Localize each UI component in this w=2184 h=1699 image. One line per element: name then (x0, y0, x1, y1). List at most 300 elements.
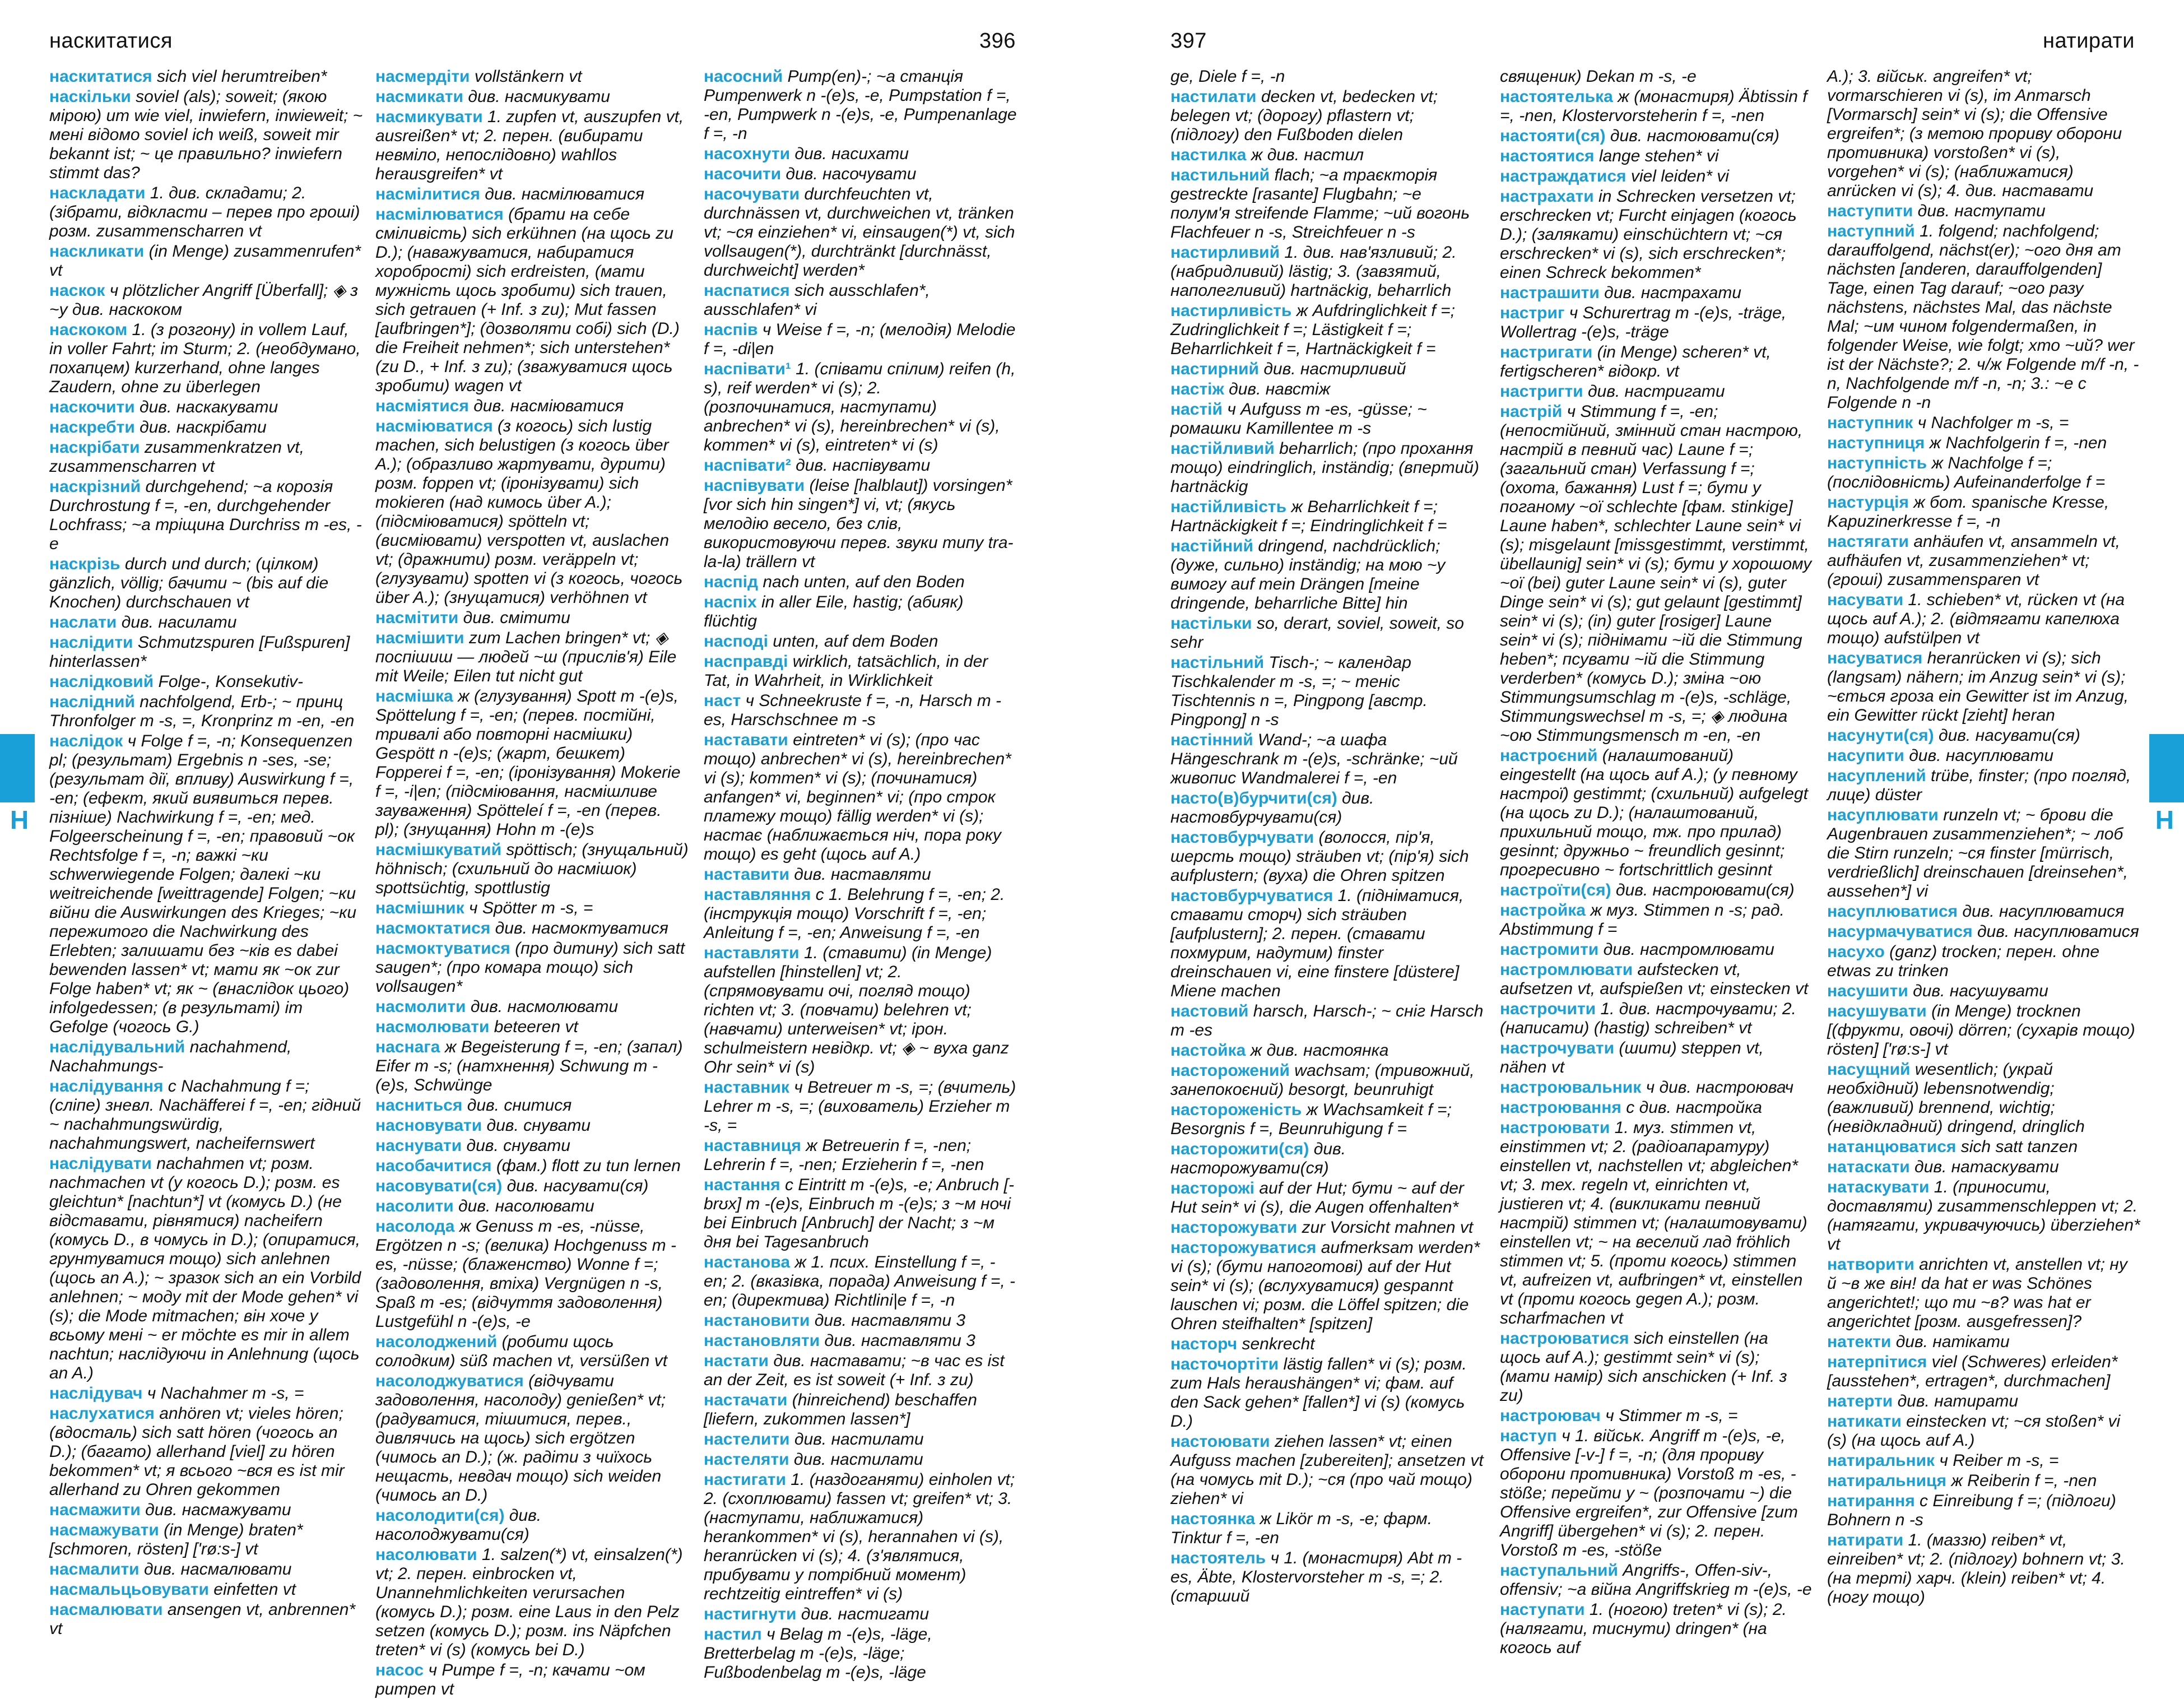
left-guide-word: наскитатися (49, 29, 173, 53)
dictionary-entry (49, 1154, 363, 1383)
entry-headword: настроювальник (1500, 1078, 1642, 1097)
dictionary-entry (1827, 982, 2141, 1001)
dictionary-entry (375, 939, 689, 996)
dictionary-entry (49, 672, 363, 691)
dictionary-entry (1500, 147, 1814, 166)
entry-headword: насмикати (375, 87, 463, 106)
entry-definition: ч Nachahmer m -s, = (147, 1384, 304, 1403)
dictionary-entry (49, 613, 363, 632)
entry-headword: настройка (1500, 901, 1586, 920)
dictionary-entry (1827, 746, 2141, 765)
entry-definition: Angriffs-, Offen-siv-, offensiv; ~а війна Angriffskrieg m -(e)s, -e (1500, 1561, 1812, 1599)
dictionary-entry (1500, 402, 1814, 745)
entry-definition: (волосся, пір'я, шерсть тощо) sträuben vt; (пір'я) sich aufplustern; (вуха) die Ohren spitzen (1170, 828, 1469, 885)
dictionary-entry (1827, 1451, 2141, 1470)
left-page (0, 0, 1092, 1698)
dictionary-entry (375, 87, 689, 106)
dictionary-entry (375, 997, 689, 1016)
dictionary-entry (1500, 1118, 1814, 1328)
entry-definition: 1. (співати спілим) reifen (h, s), reif werden* vi (s); 2. (розпочинатися, наступати) anbrechen* vi (s), hereinbrechen* vi (s), kommen* vi (s), eintreten* vi (s) (704, 360, 1016, 454)
entry-headword: наскрізний (49, 477, 141, 496)
entry-headword: насосний (704, 67, 783, 86)
left-column-1 (49, 67, 363, 1638)
dictionary-entry (1170, 1238, 1484, 1334)
entry-definition: див. настилати (793, 1450, 923, 1469)
entry-headword: настягати (1827, 532, 1909, 551)
dictionary-entry (1827, 1492, 2141, 1530)
entry-definition: 1. salzen(*) vt, einsalzen(*) vt; 2. перен. einbrocken vt, Unannehmlichkeiten verursachen (комусь D.); розм. eine Laus in den Pelz setzen (комусь D.); розм. ins Näpfchen treten* vi (s) (комусь bei D.) (375, 1545, 683, 1659)
entry-definition: див. насихати (794, 145, 909, 163)
entry-definition: див. натікати (1895, 1333, 2010, 1351)
entry-definition: див. насочувати (786, 165, 917, 183)
entry-headword: наступ (1500, 1427, 1557, 1445)
entry-headword: насмішкуватий (375, 841, 502, 859)
entry-definition: с див. настройка (1626, 1098, 1762, 1117)
entry-definition: Folge-, Konsekutiv- (158, 672, 303, 691)
entry-definition: ж Wachsamkeit f =; Besorgnis f =, Beunruhigung f = (1170, 1101, 1452, 1138)
entry-headword: насторч (1170, 1335, 1238, 1353)
entry-definition: с Eintritt m -(e)s, -e; Anbruch [-brʊx] m -(e)s, Einbruch m -(e)s; з ~м ночі bei Einbruch [Anbruch] der Nacht; з ~м дня bei Tagesanbruch (704, 1176, 1014, 1251)
dictionary-entry (1170, 380, 1484, 399)
entry-definition: ч Schneekruste f =, -n, Harsch m -es, Harschschnee m -s (704, 691, 1002, 729)
entry-headword: наслідний (49, 693, 135, 711)
dictionary-entry (704, 1253, 1017, 1310)
entry-definition: aufstecken vt, aufsetzen vt, aufspießen vt; einstecken vt (1500, 960, 1809, 998)
entry-headword: настороженість (1170, 1101, 1302, 1119)
dictionary-entry (704, 165, 1017, 184)
entry-headword: настоювати (1170, 1432, 1270, 1451)
entry-definition: див. насушувати (1913, 982, 2048, 1000)
entry-headword: наслідувати (49, 1154, 152, 1173)
dictionary-entry (1170, 166, 1484, 242)
dictionary-entry (1170, 1140, 1484, 1178)
entry-headword: насторожуватися (1170, 1238, 1317, 1257)
entry-definition: zur Vorsicht mahnen vt (1302, 1218, 1474, 1237)
entry-definition: ж Likör m -s, -e; фарм. Tinktur f =, -en (1170, 1510, 1433, 1547)
entry-definition: eintreten* vi (s); (про час тощо) anbrechen* vi (s), hereinbrechen* vi (s); kommen* vi (s); (починатися) anfangen* vi, beginnen* vi; (про строк платежу тощо) fällig werden* vi (s); настає (наближається ніч, пора року тощо) es geht (щось auf A.) (704, 731, 1011, 864)
entry-definition: див. снитися (467, 1096, 572, 1115)
dictionary-entry (1500, 1406, 1814, 1426)
dictionary-entry (704, 944, 1017, 1077)
dictionary-entry (49, 555, 363, 612)
dictionary-entry (375, 1157, 689, 1176)
entry-headword: наснувати (375, 1136, 462, 1155)
entry-definition: ч Stimmer m -s, = (1605, 1406, 1738, 1425)
dictionary-entry (1827, 1353, 2141, 1391)
dictionary-entry (49, 87, 363, 183)
entry-headword: наслухатися (49, 1404, 155, 1423)
entry-headword: наспів (704, 321, 758, 339)
entry-definition: див. снувати (486, 1116, 591, 1135)
entry-definition: ж див. настил (1251, 146, 1364, 164)
entry-headword: настовбурчуватися (1170, 886, 1333, 905)
dictionary-entry (1827, 767, 2141, 805)
dictionary-entry (49, 732, 363, 1037)
entry-headword: настання (704, 1176, 780, 1194)
dictionary-entry (1827, 726, 2141, 745)
entry-headword: натиральник (1827, 1451, 1935, 1470)
dictionary-entry (704, 691, 1017, 730)
entry-definition: einstecken vt; ~ся stoßen* vi (s) (на щось auf A.) (1827, 1412, 2121, 1450)
dictionary-entry (1827, 649, 2141, 725)
entry-definition: ж 1. псих. Einstellung f =, -en; 2. (вказівка, порада) Anweisung f =, -en; (директива) Richtlini|e f =, -n (704, 1253, 1016, 1310)
entry-definition: див. смітити (463, 609, 570, 627)
entry-definition: Schmutzspuren [Fußspuren] hinterlassen* (49, 633, 350, 671)
dictionary-entry (1170, 828, 1484, 885)
entry-definition: див. наскрібати (140, 418, 267, 437)
entry-definition: див. насуплюватися (1977, 922, 2139, 941)
dictionary-entry (1827, 434, 2141, 453)
dictionary-entry (704, 321, 1017, 359)
entry-headword: настрочити (1500, 1000, 1596, 1018)
entry-headword: насподі (704, 632, 768, 651)
entry-headword: настовбурчувати (1170, 828, 1314, 847)
entry-definition: ж Aufdringlichkeit f =; Zudringlichkeit f =; Lästigkeit f =; Beharrlichkeit f =, Hartnäckigkeit f = (1170, 301, 1455, 358)
entry-definition: 1. (з розгону) in vollem Lauf, in voller Fahrt; im Sturm; 2. (необдумано, похапцем) kurzerhand, ohne langes Zaudern, ohne zu überlegen (49, 321, 361, 396)
dictionary-entry (49, 1038, 363, 1076)
dictionary-entry (1170, 731, 1484, 788)
entry-headword: насмажувати (49, 1521, 159, 1539)
thumb-index-tab-left (0, 734, 35, 802)
dictionary-entry (375, 67, 689, 86)
entry-headword: настромлювати (1500, 960, 1633, 979)
entry-definition: lange stehen* vi (1598, 147, 1719, 165)
dictionary-entry (49, 242, 363, 280)
entry-headword: насміятися (375, 397, 469, 415)
entry-definition: див. натаскувати (1915, 1158, 2059, 1176)
entry-definition: див. насмикувати (468, 87, 610, 106)
dictionary-entry (704, 1136, 1017, 1175)
entry-definition: 1. schieben* vt, rücken vt (на щось auf A.); 2. (відтягати капелюха тощо) aufstülpen vt (1827, 591, 2125, 647)
entry-headword: насмілюватися (375, 205, 504, 224)
entry-definition: ч 1. (монастиря) Abt m -es, Äbte, Klostervorsteher m -s, =; 2. (старший (1170, 1549, 1462, 1605)
entry-definition: ж бот. spanische Kresse, Kapuzinerkresse f =, -n (1827, 493, 2109, 531)
dictionary-entry (49, 67, 363, 86)
dictionary-entry (704, 145, 1017, 164)
entry-definition: zum Lachen bringen* vt; ◈ поспішиш — людей ~ш (прислів'я) Eile mit Weile; Eilen tut nicht gut (375, 629, 677, 685)
entry-headword: настрашити (1500, 284, 1600, 302)
entry-definition: див. навстіж (1229, 380, 1331, 398)
dictionary-entry (1500, 1600, 1814, 1658)
entry-headword: настояти(ся) (1500, 127, 1606, 145)
entry-headword: наскитатися (49, 67, 152, 86)
entry-definition: auf der Hut; бути ~ auf der Hut sein* vi (s), die Augen offenhalten* (1170, 1179, 1464, 1217)
entry-headword: настільний (1170, 653, 1265, 672)
entry-headword: насмітити (375, 609, 459, 627)
dictionary-entry (1170, 537, 1484, 613)
entry-headword: натворити (1827, 1255, 1915, 1274)
entry-definition: див. насмілюватися (485, 185, 645, 203)
entry-headword: настирливий (1170, 243, 1280, 262)
entry-definition: ч Reiber m -s, = (1939, 1451, 2059, 1470)
entry-headword: насмажити (49, 1501, 141, 1519)
dictionary-entry (49, 1600, 363, 1638)
entry-definition: nachahmend, Nachahmungs- (49, 1038, 292, 1075)
entry-definition: див. наступати (1917, 202, 2046, 220)
entry-headword: наставляти (704, 944, 800, 962)
dictionary-entry (704, 885, 1017, 943)
entry-definition: 1. folgend; nachfolgend; darauffolgend, nächst(er); ~ого дня am nächsten [anderen, darauffolgenden] Tage, einen Tag darauf; ~ого разу nächstens, nächstes Mal, das nächste Mal; ~им чином folgendermaßen, in folgender Weise, wie folgt; хто ~ий? wer ist der Nächste?; 2. ч/ж Folgende m/f -n, -n, Nachfolgende m/f -n, -n; 3.: ~е с Folgende n -n (1827, 222, 2139, 412)
entry-definition: див. насторожувати(ся) (1170, 1140, 1346, 1177)
dictionary-entry (1827, 1412, 2141, 1450)
entry-headword: настромити (1500, 940, 1599, 959)
dictionary-entry (1170, 146, 1484, 165)
dictionary-entry (1827, 202, 2141, 221)
dictionary-entry (1500, 1561, 1814, 1599)
entry-definition: einfetten vt (213, 1580, 296, 1599)
dictionary-entry (1500, 1329, 1814, 1405)
entry-definition: (in Menge) braten* [schmoren, rösten] ['rø:s-] vt (49, 1521, 303, 1558)
dictionary-entry (1500, 901, 1814, 939)
dictionary-entry (375, 397, 689, 416)
entry-headword: насточортіти (1170, 1355, 1279, 1373)
entry-headword: настоянка (1170, 1510, 1256, 1528)
dictionary-entry (1500, 1039, 1814, 1077)
entry-definition: lästig fallen* vi (s); розм. zum Hals heraushängen* vi; фам. auf den Sack gehen* [fallen*] vi (s) (комусь D.) (1170, 1355, 1467, 1431)
dictionary-entry (1170, 67, 1484, 86)
entry-headword: натаскувати (1827, 1178, 1930, 1196)
entry-definition: Pump(en)-; ~а станція Pumpenwerk n -(e)s, -e, Pumpstation f =, -en, Pumpwerk n -(e)s, -e, Pumpenanlage f =, -n (704, 67, 1017, 143)
entry-headword: наспід (704, 573, 758, 591)
entry-headword: настоятися (1500, 147, 1595, 165)
entry-definition: див. наставати; ~в час es ist an der Zeit, es ist soweit (+ Inf. з zu) (704, 1352, 1005, 1389)
entry-definition: див. насилати (121, 613, 237, 632)
entry-headword: настилати (1170, 87, 1257, 106)
entry-definition: in Schrecken versetzen vt; erschrecken vt; Furcht einjagen (когось D.); (залякати) einschüchtern vt; ~ся erschrecken* vi (s), sich erschrecken*; einen Schreck bekommen* (1500, 187, 1797, 282)
entry-definition: див. настилати (794, 1430, 924, 1449)
entry-headword: наспатися (704, 281, 790, 300)
entry-definition: ч див. настроювач (1646, 1078, 1794, 1097)
entry-headword: наскликати (49, 242, 145, 261)
entry-definition: zusammenkratzen vt, zusammenscharren vt (49, 438, 304, 476)
entry-definition: viel leiden* vi (1630, 167, 1729, 185)
entry-definition: heranrücken vi (s); sich (langsam) nähern; im Anzug sein* vi (s); ~ється гроза ein Gewitter ist im Anzug, ein Gewitter rückt [zieht] heran (1827, 649, 2129, 725)
left-column-3 (704, 67, 1017, 1682)
entry-definition: див. настромлювати (1603, 940, 1774, 959)
dictionary-entry (704, 67, 1017, 143)
dictionary-entry (375, 1116, 689, 1135)
dictionary-entry (1170, 439, 1484, 496)
entry-headword: наслідувальний (49, 1038, 185, 1056)
entry-definition: soviel (als); soweit; (якою мірою) um wie viel, inwiefern, inwieweit; ~ мені відомо soviel ich weiß, soweit mir bekannt ist; ~ це правильно? inwiefern stimmt das? (49, 87, 363, 182)
entry-headword: настанова (704, 1253, 791, 1271)
dictionary-entry (704, 1352, 1017, 1390)
entry-headword: наспіх (704, 593, 757, 611)
entry-headword: насторожений (1170, 1061, 1290, 1080)
entry-headword: наснага (375, 1038, 440, 1056)
entry-headword: наставити (704, 865, 789, 884)
dictionary-entry (1827, 454, 2141, 492)
dictionary-entry (1170, 1002, 1484, 1040)
dictionary-entry (1500, 382, 1814, 401)
entry-headword: наскрізь (49, 555, 120, 573)
entry-definition: 1. zupfen vt, auszupfen vt, ausreißen* vt; 2. перен. (вибирати невміло, непослідовно) wahllos herausgreifen* vt (375, 108, 684, 183)
entry-definition: nachahmen vt; розм. nachmachen vt (у когось D.); розм. es gleichtun* [nachtun*] vt (комусь D.) (не відставати, рівнятися) nacheifern (комусь D., в чомусь in D.); (опиратися, грунтуватися тощо) sich anlehnen (щось an A.); ~ зразок sich an ein Vorbild anlehnen; ~ моду mit der Mode gehen* vi (s); die Mode mitmachen; він хоче у всьому мені ~ er möchte es mir in allem nachtun; наслідуючи in Anlehnung (щось an A.) (49, 1154, 361, 1382)
entry-definition: (шити) steppen vt, nähen vt (1500, 1039, 1764, 1076)
entry-headword: натерпітися (1827, 1353, 1927, 1371)
dictionary-entry (49, 1580, 363, 1599)
dictionary-entry (375, 609, 689, 628)
entry-definition: див. настрахати (1604, 284, 1741, 302)
dictionary-entry (1500, 127, 1814, 146)
dictionary-entry (1170, 243, 1484, 300)
dictionary-entry (1170, 1549, 1484, 1606)
entry-headword: настеляти (704, 1450, 789, 1469)
entry-definition: див. настовбурчувати(ся) (1170, 789, 1374, 827)
entry-headword: настійливість (1170, 498, 1287, 516)
dictionary-entry (704, 456, 1017, 475)
dictionary-entry (704, 476, 1017, 572)
entry-definition: с 1. Belehrung f =, -en; 2. (інструкція тощо) Vorschrift f =, -en; Anleitung f =, -en; Anweisung f =, -en (704, 885, 1005, 942)
entry-headword: настроювач (1500, 1406, 1601, 1425)
entry-definition: (брати на себе сміливість) sich erkühnen (на щось zu D.); (наважуватися, набиратися хоробрості) sich erdreisten, (мати мужність щось зробити) sich trauen, sich getrauen (+ Inf. з zu); Mut fassen [aufbringen*]; (дозволяти собі) sich (D.) die Freiheit nehmen*; sich unterstehen* (zu D., + Inf. з zu); (зважуватися щось зробити) wagen vt (375, 205, 680, 395)
entry-headword: насторожі (1170, 1179, 1254, 1197)
entry-headword: наступник (1827, 414, 1913, 432)
entry-headword: насмалити (49, 1560, 140, 1579)
entry-definition: див. настирливий (1263, 360, 1406, 378)
dictionary-entry (49, 1501, 363, 1520)
entry-definition: 1. (підніматися, ставати сторч) sich sträuben [aufplustern]; 2. перен. (ставати похмурим, надутим) finster dreinschauen vi, eine finstere [düstere] Miene machen (1170, 886, 1464, 1000)
dictionary-entry (375, 1136, 689, 1155)
entry-definition: ж див. настоянка (1250, 1041, 1389, 1060)
dictionary-entry (1500, 1427, 1814, 1560)
dictionary-entry (1170, 498, 1484, 536)
entry-definition: durch und durch; (цілком) gänzlich, völlig; бачити ~ (bis auf die Knochen) durchschauen vt (49, 555, 329, 611)
dictionary-entry (704, 1450, 1017, 1469)
entry-headword: наслідок (49, 732, 123, 750)
entry-headword: насухо (1827, 943, 1885, 961)
right-page-number: 397 (1170, 29, 1207, 53)
thumb-index-letter-right: Н (2155, 805, 2174, 834)
entry-headword: наступальний (1500, 1561, 1618, 1580)
entry-headword: насос (375, 1661, 424, 1679)
entry-headword: наставляння (704, 885, 811, 904)
entry-definition: durchgehend; ~а корозія Durchrostung f =, -en, durchgehender Lochfrass; ~а тріщина Durchriss m -es, -e (49, 477, 362, 553)
entry-headword: наставник (704, 1078, 789, 1097)
entry-definition: spöttisch; (знущальний) höhnisch; (схильний до насмішок) spottsüchtig, spottlustig (375, 841, 689, 897)
entry-headword: натиральниця (1827, 1471, 1946, 1490)
dictionary-entry (1500, 1098, 1814, 1117)
entry-definition: ч Pumpe f =, -n; качати ~ом pumpen vt (375, 1661, 645, 1698)
entry-definition: див. наставляти 3 (814, 1311, 966, 1330)
entry-headword: настрій (1500, 402, 1563, 421)
entry-headword: насуплюватися (1827, 902, 1958, 921)
entry-headword: насмішити (375, 629, 464, 647)
entry-definition: nachfolgend, Erb-; ~ принц Thronfolger m -s, =, Kronprinz m -en, -en (49, 693, 355, 730)
dictionary-entry (375, 1018, 689, 1037)
dictionary-entry (1500, 881, 1814, 900)
entry-definition: 1. див. складати; 2. (зібрати, відкласти – перев про гроші) розм. zusammenscharren vt (49, 184, 360, 240)
dictionary-entry (49, 281, 363, 319)
entry-headword: настроювати (1500, 1118, 1610, 1137)
entry-headword: натирати (1827, 1531, 1904, 1549)
entry-definition: anhäufen vt, ansammeln vt, aufhäufen vt, zusammenziehen* vt; (гроші) zusammensparen vt (1827, 532, 2120, 589)
dictionary-entry (375, 1661, 689, 1699)
entry-headword: насміюватися (375, 417, 493, 435)
entry-definition: Wand-; ~а шафа Hängeschrank m -(e)s, -schränke; ~ий живопис Wandmalerei f =, -en (1170, 731, 1458, 787)
entry-definition: (з когось) sich lustig machen, sich belustigen (з когось über A.); (образливо жартувати, дурити) розм. foppen vt; (іронізувати) sich mokieren (над кимось über A.); (підсміюватися) spötteln vt; (висміювати) verspotten vt, auslachen vt; (дражнити) розм. veräppeln vt; (глузувати) spotten vi (з когось, чогось über A.); (знущатися) verhöhnen vt (375, 417, 683, 607)
entry-definition: див. насувати(ся) (1939, 726, 2080, 745)
dictionary-entry (375, 899, 689, 918)
thumb-index-tab-right (2149, 734, 2184, 802)
entry-definition: див. насміюватися (473, 397, 624, 415)
entry-headword: наслати (49, 613, 117, 632)
entry-definition: anhören vt; vieles hören; (вдосталь) sich satt hören (чогось an D.); (багато) allerhand [viel] zu hören bekommen* vt; я всього ~вся es ist mir allerhand zu Ohren gekommen (49, 1404, 345, 1499)
entry-headword: настирний (1170, 360, 1259, 378)
entry-headword: настильний (1170, 166, 1270, 184)
entry-definition: ж Reiberin f =, -nen (1951, 1471, 2097, 1490)
entry-headword: насторожувати (1170, 1218, 1298, 1237)
entry-headword: натирання (1827, 1492, 1915, 1510)
entry-definition: 1. див. настрочувати; 2. (написати) (hastig) schreiben* vt (1500, 1000, 1796, 1037)
entry-definition: wesentlich; (украй необхідний) lebensnotwendig; (важливий) brennend, wichtig; (невідкладний) dringend, dringlich (1827, 1060, 2085, 1136)
entry-definition: див. насолоджувати(ся) (375, 1506, 542, 1544)
entry-headword: настановити (704, 1311, 810, 1330)
dictionary-entry (1500, 343, 1814, 381)
entry-headword: насправді (704, 652, 788, 671)
dictionary-entry (1170, 789, 1484, 827)
entry-definition: див. наскакувати (140, 398, 278, 416)
entry-headword: насочувати (704, 185, 800, 203)
entry-headword: насурмачуватися (1827, 922, 1973, 941)
dictionary-entry (704, 1078, 1017, 1135)
dictionary-entry (375, 1372, 689, 1505)
dictionary-entry (375, 1545, 689, 1660)
dictionary-entry (704, 1391, 1017, 1429)
entry-definition: nach unten, auf den Boden (763, 573, 965, 591)
entry-definition: 1. (приносити, доставляти) zusammenschleppen vt; 2. (натягати, укривачуючись) überziehen* vt (1827, 1178, 2140, 1254)
entry-headword: насмоктатися (375, 919, 491, 937)
entry-definition: (фам.) flott zu tun lernen (496, 1157, 681, 1175)
entry-definition: ansengen vt, anbrennen* vt (49, 1600, 356, 1638)
entry-headword: наслідковий (49, 672, 154, 691)
dictionary-entry (1170, 1218, 1484, 1237)
entry-headword: насолювати (375, 1545, 477, 1564)
entry-headword: настроєний (1500, 746, 1598, 765)
dictionary-entry (1827, 1392, 2141, 1411)
entry-definition: aufmerksam werden* vi (s); (бути напоготові) auf der Hut sein* vi (s); (вслухуватися) gespannt lauschen vi; розм. die Löffel spitzen; die Ohren steifhalten* [spitzen] (1170, 1238, 1480, 1333)
entry-definition: sich viel herumtreiben* (157, 67, 327, 86)
entry-definition: unten, auf dem Boden (773, 632, 938, 651)
dictionary-entry (704, 1331, 1017, 1350)
dictionary-entry (49, 1560, 363, 1579)
entry-definition: 1. (наздоганяти) einholen vt; 2. (схоплювати) fassen vt; greifen* vt; 3. (наступати, наближатися) herankommen* vi (s), herannahen vi (s), heranrücken vi (s); 4. (з'являтися, прибувати у потрібний момент) rechtzeitig eintreffen* vi (s) (704, 1470, 1015, 1603)
dictionary-entry (49, 418, 363, 437)
entry-definition: ziehen lassen* vt; einen Aufguss machen [zubereiten]; ansetzen vt (на чомусь mit D.); ~ся (про чай тощо) ziehen* vi (1170, 1432, 1484, 1508)
dictionary-entry (1827, 222, 2141, 412)
entry-definition: A.); 3. військ. angreifen* vt; vormarschieren vi (s), im Anmarsch [Vormarsch] sein* vi (s); die Offensive ergreifen*; (з метою прориву оборони противника) vorstoßen* vi (s), vorgehen* vi (s); (наближатися) anrücken vi (s); 4. див. наставати (1827, 67, 2122, 200)
entry-definition: див. наспівувати (796, 456, 931, 475)
entry-headword: насмолити (375, 997, 466, 1016)
entry-headword: насмалювати (49, 1600, 163, 1619)
dictionary-entry (1170, 400, 1484, 438)
dictionary-entry (1170, 1179, 1484, 1217)
entry-definition: с Einreibung f =; (підлоги) Bohnern n -s (1827, 1492, 2116, 1529)
dictionary-entry (1827, 1158, 2141, 1177)
dictionary-entry (1827, 591, 2141, 648)
entry-definition: wirklich, tatsächlich, in der Tat, in Wahrheit, in Wirklichkeit (704, 652, 988, 690)
dictionary-entry (704, 1176, 1017, 1252)
dictionary-entry (704, 1311, 1017, 1330)
entry-headword: настригати (1500, 343, 1593, 361)
dictionary-entry (1170, 886, 1484, 1001)
dictionary-entry (49, 184, 363, 241)
entry-headword: настригти (1500, 382, 1583, 401)
entry-definition: ч Spötter m -s, = (468, 899, 593, 917)
entry-headword: наслідити (49, 633, 133, 652)
entry-headword: наскоком (49, 321, 128, 339)
dictionary-entry (1827, 922, 2141, 941)
